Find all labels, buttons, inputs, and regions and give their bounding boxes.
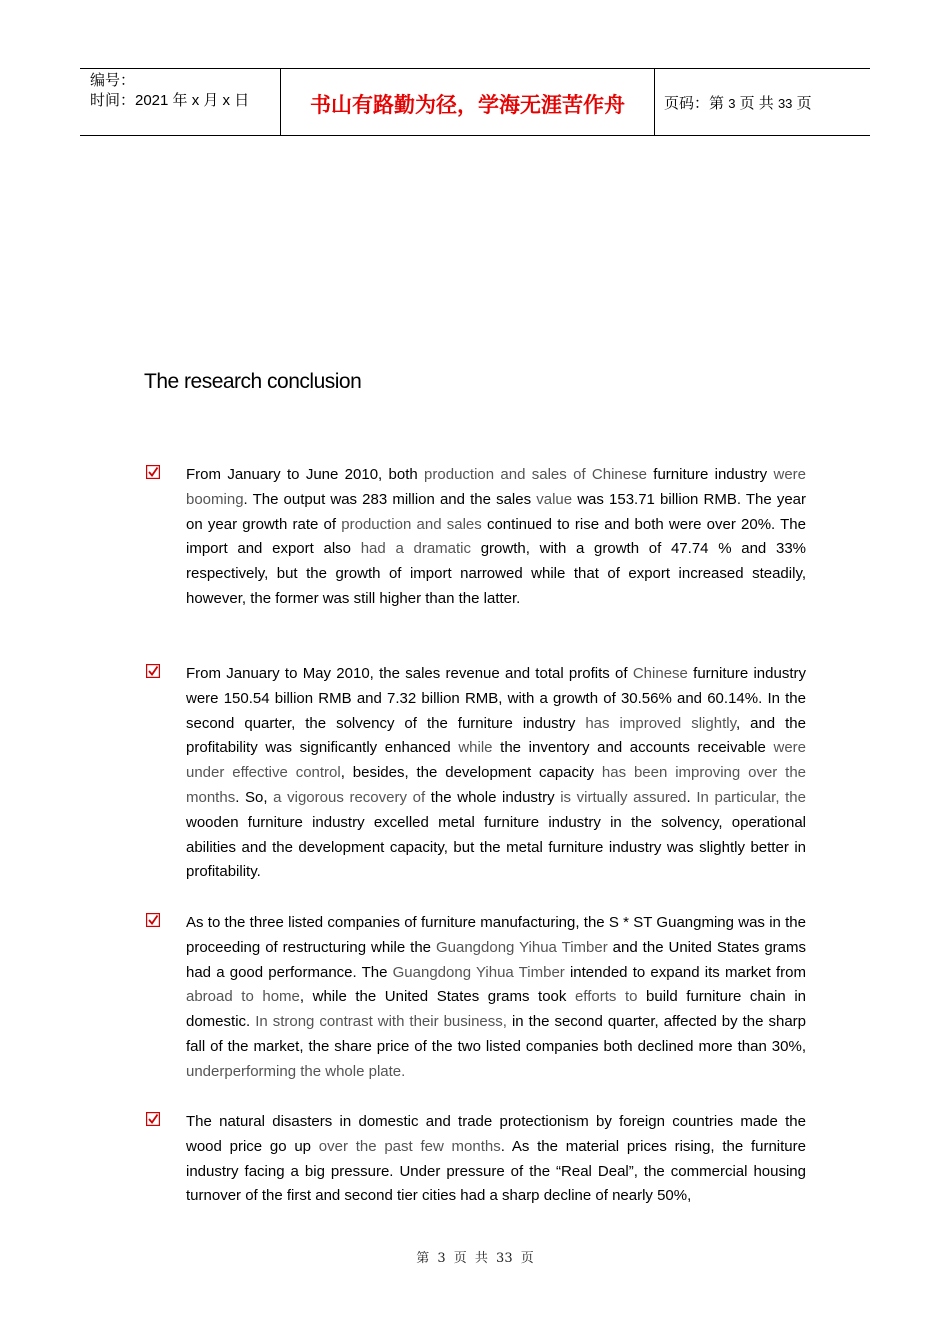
- body-text: furniture industry were 150.54 billion RMB and 7.32 billion RMB, with a growth of 30.56% and 60.14%. In the second quarter, the solvency of the furniture industry: [186, 665, 806, 732]
- body-text: , besides, the development capacity: [340, 764, 602, 782]
- highlight-text: had a dramatic: [360, 540, 472, 558]
- conclusion-item: [146, 1110, 806, 1209]
- body-text: . So,: [235, 788, 274, 806]
- highlight-text: efforts to: [574, 988, 638, 1006]
- body-text: continued to rise and both were over 20%. The import and export also: [186, 515, 806, 558]
- page-header: [80, 68, 870, 136]
- item-text: [186, 463, 806, 612]
- highlight-text: is virtually assured: [560, 788, 687, 806]
- item-text: [186, 1110, 806, 1209]
- checked-box-icon: [146, 1112, 160, 1126]
- body-text: . The output was 283 million and the sales: [243, 490, 537, 508]
- page-total: 33: [777, 96, 793, 111]
- highlight-text: abroad to home: [186, 988, 300, 1006]
- item-text: [186, 662, 806, 885]
- body-text: and the United States grams had a good performance. The: [186, 938, 806, 981]
- conclusion-item: [146, 463, 806, 612]
- highlight-text: In strong contrast with their business,: [255, 1013, 507, 1031]
- highlight-text: In particular, the: [696, 788, 806, 806]
- highlight-text: were booming: [186, 466, 806, 508]
- highlight-text: Guangdong Yihua Timber: [435, 938, 608, 956]
- checked-box-icon: [146, 664, 160, 678]
- highlight-text: has been improving over the months: [186, 764, 807, 806]
- checked-box-icon: [146, 465, 160, 479]
- body-text: The natural disasters in domestic and trade protectionism by foreign countries made the wood price go up: [186, 1113, 806, 1155]
- page-number: 3: [728, 96, 736, 111]
- highlight-text: value: [536, 490, 573, 508]
- page-suffix: 页: [796, 95, 812, 112]
- highlight-text: Guangdong Yihua Timber: [392, 963, 565, 981]
- checked-box-icon: [146, 913, 160, 927]
- page-mid: 页 共: [739, 95, 774, 112]
- highlight-text: a vigorous recovery of: [273, 788, 426, 806]
- body-text: was 153.71 billion RMB. The year on year growth rate of: [186, 490, 807, 533]
- body-text: , while the United States grams took: [299, 988, 575, 1006]
- body-text: From January to June 2010, both: [186, 466, 425, 483]
- highlight-text: underperforming the whole plate.: [186, 1062, 406, 1080]
- highlight-text: production and sales: [341, 515, 482, 533]
- highlight-text: were under effective control: [186, 739, 806, 782]
- body-text: .: [686, 788, 697, 806]
- body-text: . As the material prices rising, the furniture industry facing a big pressure. Under pressure of the “Real Deal”, the commercial housing turnover of the first and second tier cities had a sharp decline of nearly 50%,: [186, 1137, 806, 1205]
- highlight-text: while: [458, 739, 493, 757]
- conclusion-item: [146, 662, 806, 885]
- body-text: furniture industry: [646, 466, 774, 483]
- highlight-text: production and sales of Chinese: [424, 466, 647, 483]
- highlight-text: has improved slightly: [585, 714, 736, 732]
- header-date: 时间：2021 年 x 月 x 日: [90, 92, 250, 109]
- body-text: the whole industry: [425, 788, 561, 806]
- body-text: in the second quarter, affected by the sharp fall of the market, the share price of the two listed companies both declined more than 30%,: [186, 1013, 806, 1055]
- body-text: growth, with a growth of 47.74 % and 33% respectively, but the growth of import narrowed while that of export increased steadily, however, the former was still higher than the latter.: [186, 540, 806, 607]
- header-motto: 书山有路勤为径，学海无涯苦作舟: [281, 69, 655, 135]
- body-text: wooden furniture industry excelled metal furniture industry in the solvency, operational abilities and the development capacity, but the metal furniture industry was slightly better in profitability.: [186, 813, 806, 881]
- item-text: [186, 911, 806, 1085]
- body-text: build furniture chain in domestic.: [186, 988, 806, 1031]
- header-page-info: [655, 69, 870, 135]
- header-serial: 编号：: [90, 72, 136, 89]
- body-text: , and the profitability was significantly enhanced: [186, 714, 806, 757]
- section-title: The research conclusion: [144, 370, 362, 393]
- highlight-text: Chinese: [632, 665, 688, 682]
- header-meta: [80, 69, 281, 135]
- body-text: From January to May 2010, the sales revenue and total profits of: [186, 665, 633, 682]
- page-prefix: 页码：第: [664, 95, 725, 112]
- conclusion-item: [146, 911, 806, 1085]
- highlight-text: over the past few months: [318, 1137, 501, 1155]
- body-text: intended to expand its market from: [564, 963, 807, 981]
- body-text: As to the three listed companies of furniture manufacturing, the S * ST Guangming was in the proceeding of restructuring while the: [186, 914, 806, 956]
- page-footer: 第 3 页 共 33 页: [416, 1251, 534, 1266]
- body-text: the inventory and accounts receivable: [492, 739, 774, 757]
